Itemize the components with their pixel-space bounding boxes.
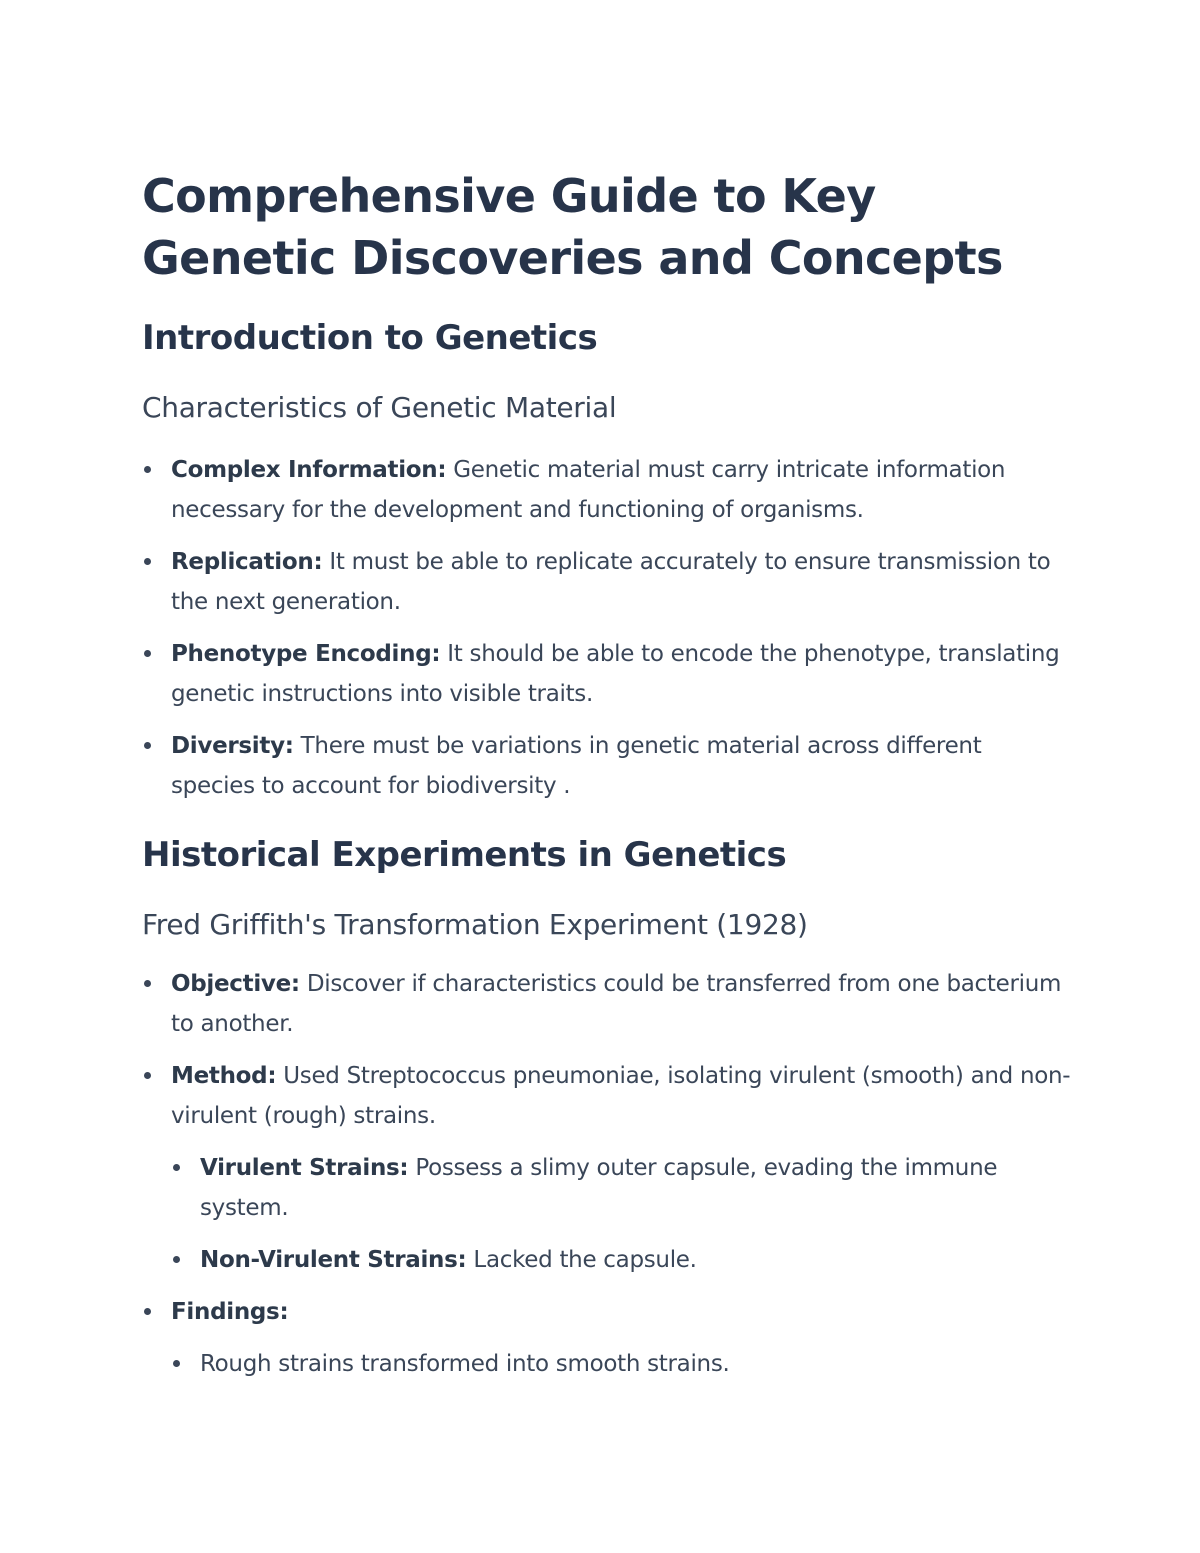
list-item-term: Objective:	[171, 971, 300, 997]
list-item-text: Lacked the capsule.	[466, 1247, 697, 1273]
list-item-term: Diversity:	[171, 733, 294, 759]
list-item	[142, 964, 1072, 1044]
section-heading-historical-experiments: Historical Experiments in Genetics	[142, 835, 787, 875]
nested-list-item	[171, 1148, 1072, 1228]
list-item	[142, 450, 1072, 530]
nested-list-item	[171, 1344, 1072, 1384]
section-heading-introduction: Introduction to Genetics	[142, 318, 598, 358]
document-title: Comprehensive Guide to Key Genetic Discoveries and Concepts	[142, 169, 1003, 285]
list-item-term: Virulent Strains:	[200, 1155, 409, 1181]
subsection-heading-griffith: Fred Griffith's Transformation Experiment (1928)	[142, 908, 808, 941]
list-item-term: Non-Virulent Strains:	[200, 1247, 467, 1273]
list-item-text: Used Streptococcus pneumoniae, isolating virulent (smooth) and non-virulent (rough) strains.	[171, 1063, 1071, 1129]
griffith-experiment-list	[142, 964, 1072, 1396]
list-item-term: Phenotype Encoding:	[171, 641, 441, 667]
list-item	[142, 542, 1072, 622]
list-item-term: Findings:	[171, 1299, 289, 1325]
list-item-term: Complex Information:	[171, 457, 447, 483]
list-item-text: Discover if characteristics could be transferred from one bacterium to another.	[171, 971, 1062, 1037]
list-item-text: Possess a slimy outer capsule, evading the immune system.	[200, 1155, 998, 1221]
list-item	[142, 1056, 1072, 1136]
list-item-text: Genetic material must carry intricate information necessary for the development and functioning of organisms.	[171, 457, 1006, 523]
list-item-text: It must be able to replicate accurately to ensure transmission to the next generation.	[171, 549, 1051, 615]
list-item-text: There must be variations in genetic material across different species to account for biodiversity .	[171, 733, 982, 799]
list-item	[142, 1292, 1072, 1332]
list-item-term: Replication:	[171, 549, 323, 575]
list-item-term: Method:	[171, 1063, 277, 1089]
characteristics-list	[142, 450, 1072, 818]
list-item	[142, 634, 1072, 714]
subsection-heading-characteristics: Characteristics of Genetic Material	[142, 391, 617, 424]
list-item	[142, 726, 1072, 806]
nested-list-item	[171, 1240, 1072, 1280]
list-item-text: Rough strains transformed into smooth strains.	[200, 1351, 730, 1377]
list-item-text: It should be able to encode the phenotype, translating genetic instructions into visible traits.	[171, 641, 1060, 707]
